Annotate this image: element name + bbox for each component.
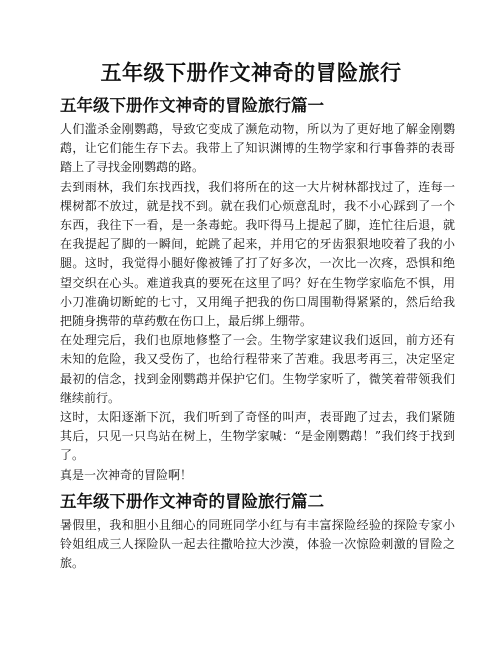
document-title: 五年级下册作文神奇的冒险旅行	[100, 61, 402, 85]
paragraph: 暑假里，我和胆小且细心的同班同学小红与有丰富探险经验的探险专家小铃姐组成三人探险队一起去往撒哈拉大沙漠，体验一次惊险刺激的冒险之旅。	[60, 517, 455, 571]
paragraph: 去到雨林，我们东找西找，我们将所在的这一大片树林都找过了，连每一棵树都不放过，就是找不到。就在我们心烦意乱时，我不小心踩到了一个东西，我往下一看，是一条毒蛇。我吓得马上提起了脚，连忙往后退，就在我提起了脚的一瞬间，蛇跳了起来，并用它的牙齿狠狠地咬着了我的小腿。这时，我觉得小腿好像被锤了打了好多次，一次比一次疼，恐惧和绝望交织在心头。难道我真的要死在这里了吗？好在生物学家临危不惧，用小刀准确切断蛇的七寸，又用绳子把我的伤口周围勒得紧紧的，然后给我把随身携带的草药敷在伤口上，最后绑上绷带。	[60, 179, 455, 329]
section-heading-1: 五年级下册作文神奇的冒险旅行篇一	[60, 96, 324, 115]
section-heading-2: 五年级下册作文神奇的冒险旅行篇二	[60, 491, 324, 511]
section-body-1	[60, 120, 455, 485]
section-body-2	[60, 516, 455, 574]
paragraph: 真是一次神奇的冒险啊！	[60, 467, 193, 482]
paragraph: 在处理完后，我们也原地修整了一会。生物学家建议我们返回，前方还有未知的危险，我又受伤了，也给行程带来了苦难。我思考再三，决定坚定最初的信念，找到金刚鹦鹉并保护它们。生物学家听了，微笑着带领我们继续前行。	[60, 333, 455, 405]
paragraph: 人们滥杀金刚鹦鹉，导致它变成了濒危动物，所以为了更好地了解金刚鹦鹉，让它们能生存下去。我带上了知识渊博的生物学家和行事鲁莽的表哥踏上了寻找金刚鹦鹉的路。	[60, 122, 455, 175]
paragraph: 这时，太阳逐渐下沉，我们听到了奇怪的叫声，表哥跑了过去，我们紧随其后，只见一只鸟站在树上，生物学家喊：“是金刚鹦鹉！”我们终于找到了。	[60, 410, 455, 463]
